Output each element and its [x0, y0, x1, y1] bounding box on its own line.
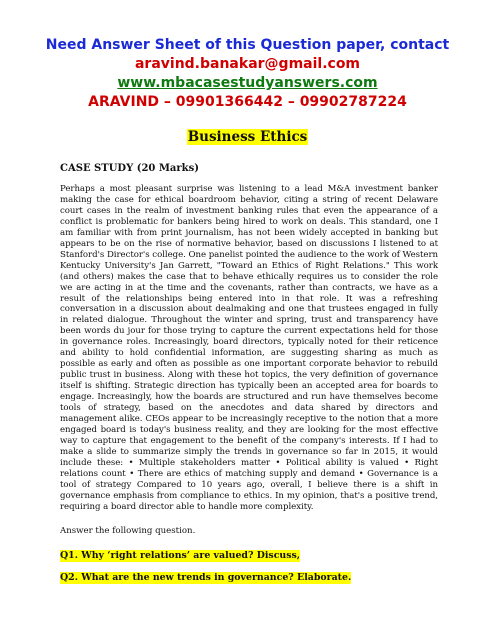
header-contact-line: Need Answer Sheet of this Question paper, contact: [45, 37, 450, 53]
header-email[interactable]: aravind.banakar@gmail.com: [134, 56, 361, 72]
title-wrapper: [0, 126, 495, 145]
case-study-heading: CASE STUDY (20 Marks): [60, 163, 199, 174]
question-2: Q2. What are the new trends in governance? Elaborate.: [60, 572, 352, 583]
answer-instruction: Answer the following question.: [60, 526, 196, 536]
question-1: Q1. Why ‘right relations’ are valued? Discuss,: [60, 550, 301, 561]
document-title: Business Ethics: [187, 129, 308, 145]
contact-header: [0, 36, 495, 112]
case-study-body: Perhaps a most pleasant surprise was listening to a lead M&A investment banker making the case for ethical boardroom behavior, citing a string of recent Delaware court cases in the realm of investment banking rules that even the appearance of a conflict is problematic for bankers being hired to work on deals. This standard, one I am familiar with from print journalism, has not been widely accepted in banking but appears to be on the rise of normative behavior, based on discussions I listened to at Stanford's Director's college. One panelist pointed the audience to the work of Western Kentucky University's Jan Garrett, "Toward an Ethics of Right Relations." This work (and others) makes the case that to behave ethically requires us to consider the role we are acting in at the time and the covenants, rather than contracts, we have as a result of the relationships being entered into in that role. It was a refreshing conversation in a discussion about dealmaking and one that trustees engaged in fully in related dialogue. Throughout the winter and spring, trust and transparency have been words du jour for those trying to capture the current expectations held for those in governance roles. Increasingly, board directors, typically noted for their reticence and ability to hold confidential information, are suggesting sharing as much as possible as early and often as possible as one important corporate behavior to rebuild public trust in business. Along with these hot topics, the very definition of governance itself is shifting. Strategic direction has typically been an accepted area for boards to engage. Increasingly, how the boards are structured and run have themselves become tools of strategy, based on the anecdotes and data shared by directors and management alike. CEOs appear to be increasingly receptive to the notion that a more engaged board is today's business reality, and they are looking for the most effective way to capture that engagement to the benefit of the company's interests. If I had to make a slide to summarize simply the trends in governance so far in 2015, it would include these: • Multiple stakeholders matter • Political ability is valued • Right relations count • There are ethics of matching supply and demand • Governance is a tool of strategy Compared to 10 years ago, overall, I believe there is a shift in governance emphasis from compliance to ethics. In my opinion, that's a positive trend, requiring a board director able to handle more complexity.: [60, 184, 438, 512]
header-phone-contact: ARAVIND – 09901366442 – 09902787224: [88, 94, 407, 110]
header-website-link[interactable]: www.mbacasestudyanswers.com: [117, 75, 378, 91]
